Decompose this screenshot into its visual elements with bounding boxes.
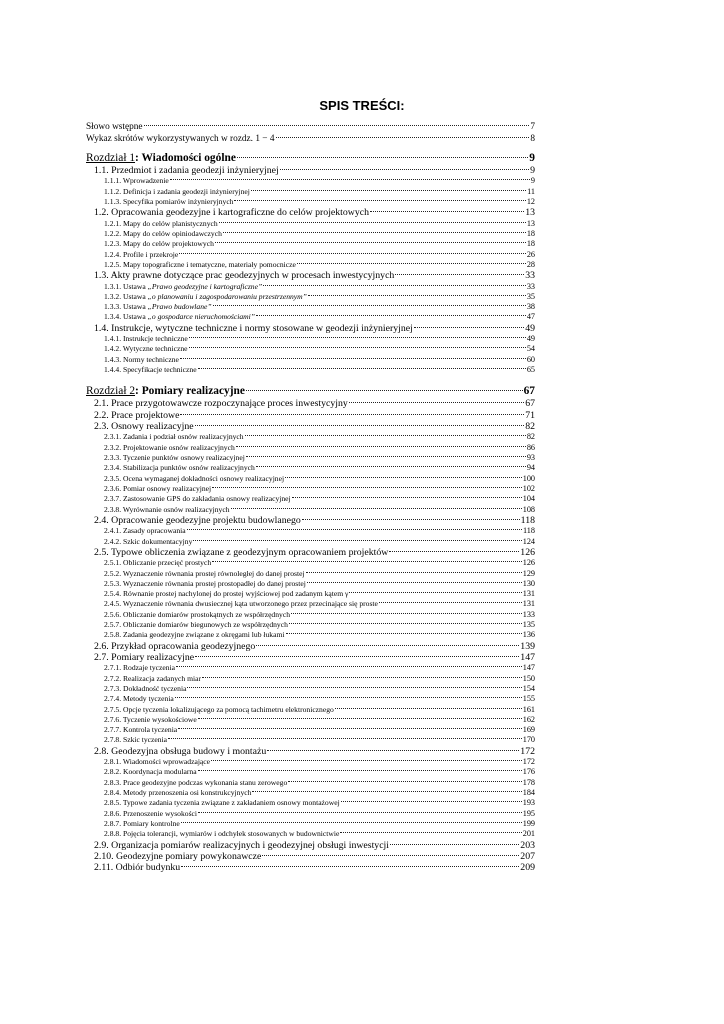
toc-entry	[86, 421, 535, 432]
dot-leader	[349, 402, 524, 403]
entry-text: 2.3.2. Projektowanie osnów realizacyjnych	[104, 442, 235, 452]
dot-leader	[212, 561, 522, 562]
entry-title-italic: „o gospodarce nieruchomościami”	[147, 312, 255, 322]
chapter-text	[86, 384, 245, 398]
page-number: 18	[526, 228, 535, 238]
page-number: 33	[526, 281, 535, 291]
entry-text: 2.5.7. Obliczanie domiarów biegunowych ze współrzędnych	[104, 620, 288, 630]
dot-leader	[236, 446, 526, 447]
entry-text: 1.2.3. Mapy do celów projektowych	[104, 239, 214, 249]
toc-entry	[86, 715, 535, 725]
entry-text: 2.5.1. Obliczanie przecięć prostych	[104, 558, 212, 568]
page-number: 13	[525, 207, 535, 219]
page-number: 161	[522, 704, 535, 714]
chapter-separator: :	[135, 385, 142, 398]
dot-leader	[187, 687, 521, 688]
page-number: 129	[522, 568, 535, 578]
page-number: 126	[520, 546, 535, 558]
page-number: 100	[522, 473, 535, 483]
chapter-heading	[86, 151, 535, 165]
entry-text: 2.7.4. Metody tyczenia	[104, 694, 174, 704]
page-number: 71	[525, 409, 535, 421]
toc-entry	[86, 819, 535, 829]
page-number: 178	[522, 777, 535, 787]
dot-leader	[280, 169, 529, 170]
entry-text: 2.8.1. Wiadomości wprowadzające	[104, 757, 211, 767]
entry-text: 2.3.3. Tyczenie punktów osnowy realizacyjnej	[104, 453, 245, 463]
dot-leader	[335, 708, 522, 709]
toc-entry	[86, 239, 535, 249]
entry-text: 2.8.2. Koordynacja modularna	[104, 767, 197, 777]
dot-leader	[198, 718, 522, 719]
toc-entry	[86, 122, 535, 134]
page-number: 209	[520, 862, 535, 874]
entry-text: 1.2. Opracowania geodezyjne i kartograficzne do celów projektowych	[94, 207, 370, 219]
toc-entry	[86, 484, 535, 494]
entry-text: 1.4.3. Normy techniczne	[104, 354, 179, 364]
page-number: 147	[522, 663, 535, 673]
entry-text: 2.8.5. Typowe zadania tyczenia związane z zakładaniem osnowy montażowej	[104, 798, 340, 808]
toc-entry	[86, 809, 535, 819]
page-number: 124	[522, 536, 535, 546]
entry-text: 2.8.3. Prace geodezyjne podczas wykonania stanu zerowego	[104, 777, 288, 787]
dot-leader	[286, 633, 522, 634]
entry-text: 2.3.5. Ocena wymaganej dokładności osnowy realizacyjnej	[104, 473, 285, 483]
page-number: 60	[526, 354, 535, 364]
toc-entry	[86, 432, 535, 442]
entry-text: 2.3.8. Wyrównanie osnów realizacyjnych	[104, 504, 230, 514]
entry-text: 2.4.5. Wyznaczenie równania dwusiecznej kąta utworzonego przez przecinające się proste	[104, 599, 378, 609]
toc-entry	[86, 302, 535, 312]
toc-entry	[86, 323, 535, 334]
dot-leader	[341, 801, 522, 802]
page-number: 147	[520, 652, 535, 663]
page-number: 65	[526, 365, 535, 375]
toc-entry	[86, 589, 535, 599]
entry-text: 2.7.8. Szkic tyczenia	[104, 735, 168, 745]
dot-leader	[251, 190, 526, 191]
toc-entry	[86, 798, 535, 808]
page-title: SPIS TREŚCI:	[319, 98, 405, 113]
page-number: 102	[522, 483, 535, 493]
toc-entry	[86, 767, 535, 777]
toc-entry	[86, 778, 535, 788]
toc-entry	[86, 250, 535, 260]
toc-entry	[86, 197, 535, 207]
entry-text: 1.1. Przedmiot i zadania geodezji inżynieryjnej	[94, 165, 279, 176]
entry-text: 2.8.4. Metody przenoszenia osi konstrukcyjnych	[104, 788, 252, 798]
page-number: 67	[525, 398, 535, 410]
toc-entry	[86, 558, 535, 568]
spacer	[86, 375, 535, 384]
entry-title-italic: „o planowaniu i zagospodarowaniu przestrzennym”	[147, 291, 307, 301]
entry-text: 2.9. Organizacja pomiarów realizacyjnych i geodezyjnej obsługi inwestycji	[94, 839, 389, 851]
page-number: 49	[525, 322, 535, 334]
dot-leader	[198, 770, 522, 771]
dot-leader	[212, 487, 522, 488]
dot-leader	[213, 305, 526, 306]
page-number: 136	[522, 630, 535, 640]
toc-entry	[86, 282, 535, 292]
page-number: 86	[526, 442, 535, 452]
dot-leader	[370, 211, 524, 212]
toc-entry	[86, 851, 535, 862]
entry-text: 1.4.2. Wytyczne techniczne	[104, 344, 188, 354]
entry-text: 2.5.4. Równanie prostej nachylonej do prostej wyjściowej pod zadanym kątem γ	[104, 589, 349, 599]
dot-leader	[144, 125, 530, 126]
toc-entry	[86, 829, 535, 839]
dot-leader	[308, 295, 526, 296]
dot-leader	[223, 232, 526, 233]
entry-text: 1.1.1. Wprowadzenie	[104, 176, 169, 186]
entry-text: 2.5. Typowe obliczenia związane z geodezyjnym opracowaniem projektów	[94, 546, 389, 558]
dot-leader	[292, 497, 522, 498]
dot-leader	[187, 529, 522, 530]
toc-entry	[86, 735, 535, 745]
chapter-label: Rozdział 1	[86, 152, 136, 164]
dot-leader	[285, 477, 522, 478]
entry-text: 2.4.2. Szkic dokumentacyjny	[104, 536, 193, 546]
entry-text: 1.2.2. Mapy do celów opiniodawczych	[104, 228, 222, 238]
page-number: 9	[529, 152, 535, 164]
toc-entry	[86, 840, 535, 851]
entry-text: 2.11. Odbiór budynku	[94, 862, 181, 874]
toc-entry	[86, 355, 535, 365]
toc-entry	[86, 334, 535, 344]
entry-text: 1.3.4. Ustawa „o gospodarce nieruchomościami”	[104, 312, 255, 322]
entry-text: 1.1.3. Specyfika pomiarów inżynieryjnych	[104, 196, 234, 206]
toc-entry	[86, 270, 535, 281]
dot-leader	[176, 666, 522, 667]
page-number: 82	[525, 421, 535, 433]
dot-leader	[276, 137, 530, 138]
entry-text: 2.6. Przykład opracowania geodezyjnego	[94, 640, 256, 652]
page-number: 11	[527, 186, 535, 196]
toc-entry	[86, 292, 535, 302]
toc-entry	[86, 134, 535, 146]
page-number: 201	[522, 829, 535, 839]
toc-entry	[86, 684, 535, 694]
page-number: 193	[522, 798, 535, 808]
entry-text: 1.4.4. Specyfikacje techniczne	[104, 365, 197, 375]
dot-leader	[231, 508, 522, 509]
toc-entry	[86, 526, 535, 536]
page-number: 169	[522, 725, 535, 735]
dot-leader	[389, 551, 519, 552]
entry-text: 2.3.1. Zadania i podział osnów realizacyjnych	[104, 432, 244, 442]
entry-text: 2.5.2. Wyznaczenie równania prostej równoległej do danej prostej	[104, 568, 305, 578]
dot-leader	[181, 866, 519, 867]
entry-text: 2.7.3. Dokładność tyczenia	[104, 683, 187, 693]
entry-text: Słowo wstępne	[86, 122, 143, 132]
toc-entry	[86, 176, 535, 186]
page-number: 7	[530, 122, 535, 132]
dot-leader	[211, 760, 522, 761]
dot-leader	[291, 613, 522, 614]
entry-text: 2.8.7. Pomiary kontrolne	[104, 818, 180, 828]
entry-text: 2.7.2. Realizacja zadanych miar	[104, 673, 201, 683]
page-number: 28	[526, 259, 535, 269]
dot-leader	[202, 677, 522, 678]
page-number: 33	[525, 270, 535, 282]
toc-entry	[86, 443, 535, 453]
toc-entry	[86, 862, 535, 873]
entry-text: 2.1. Prace przygotowawcze rozpoczynające proces inwestycyjny	[94, 398, 348, 410]
dot-leader	[246, 456, 526, 457]
page-number: 139	[520, 640, 535, 652]
dot-leader	[168, 738, 522, 739]
page-number: 172	[522, 757, 535, 767]
dot-leader	[245, 435, 526, 436]
page-number: 131	[522, 589, 535, 599]
page-number: 82	[526, 432, 535, 442]
dot-leader	[178, 728, 522, 729]
dot-leader	[189, 337, 526, 338]
dot-leader	[306, 572, 522, 573]
page-number: 54	[526, 344, 535, 354]
dot-leader	[262, 855, 519, 856]
entry-text: 2.8.8. Pojęcia tolerancji, wymiarów i odchyłek stosowanych w budownictwie	[104, 829, 340, 839]
chapter-separator: :	[135, 152, 142, 164]
entry-text: 2.5.8. Zadania geodezyjne związane z okręgami lub łukami	[104, 630, 285, 640]
page-number: 104	[522, 494, 535, 504]
entry-text: 2.4.1. Zasady opracowania	[104, 526, 186, 536]
entry-text: 1.2.1. Mapy do celów planistycznych	[104, 218, 218, 228]
toc-entry	[86, 453, 535, 463]
page-number: 155	[522, 694, 535, 704]
toc-entry	[86, 652, 535, 663]
page-number: 118	[520, 514, 535, 526]
dot-leader	[256, 645, 519, 646]
dot-leader	[246, 390, 523, 391]
toc-entry	[86, 312, 535, 322]
chapter-name: Pomiary realizacyjne	[141, 385, 245, 398]
entry-text: 2.5.3. Wyznaczenie równania prostej prostopadłej do danej prostej	[104, 578, 306, 588]
page-number: 108	[522, 504, 535, 514]
page-number: 195	[522, 808, 535, 818]
toc-entry	[86, 746, 535, 757]
dot-leader	[390, 844, 519, 845]
entry-text: 2.10. Geodezyjne pomiary powykonawcze	[94, 850, 262, 862]
dot-leader	[252, 791, 521, 792]
entry-text: 1.2.4. Profile i przekroje	[104, 249, 179, 259]
entry-text: Wykaz skrótów wykorzystywanych w rozdz. 1 − 4	[86, 133, 275, 144]
table-of-contents	[86, 122, 535, 874]
page-number: 184	[522, 788, 535, 798]
page-number: 126	[522, 558, 535, 568]
page-number: 131	[522, 599, 535, 609]
entry-text: 2.5.6. Obliczanie domiarów prostokątnych ze współrzędnych	[104, 609, 290, 619]
dot-leader	[189, 347, 526, 348]
page-number: 35	[526, 291, 535, 301]
dot-leader	[267, 750, 519, 751]
dot-leader	[175, 697, 522, 698]
entry-text: 2.3. Osnowy realizacyjne	[94, 421, 194, 433]
toc-entry	[86, 229, 535, 239]
page-number: 118	[523, 526, 535, 536]
toc-entry	[86, 579, 535, 589]
entry-text: 2.7.6. Tyczenie wysokościowe	[104, 714, 197, 724]
entry-text: 1.4. Instrukcje, wytyczne techniczne i normy stosowane w geodezji inżynieryjnej	[94, 322, 413, 334]
entry-text: 2.7.1. Rodzaje tyczenia	[104, 663, 176, 673]
dot-leader	[215, 242, 526, 243]
dot-leader	[198, 368, 526, 369]
page-number: 13	[526, 218, 535, 228]
chapter-text	[86, 151, 236, 165]
toc-entry	[86, 365, 535, 375]
toc-entry	[86, 547, 535, 558]
entry-text: 1.3. Akty prawne dotyczące prac geodezyjnych w procesach inwestycyjnych	[94, 270, 395, 282]
page-number: 38	[526, 302, 535, 312]
page-number: 154	[522, 683, 535, 693]
toc-entry	[86, 344, 535, 354]
dot-leader	[256, 315, 526, 316]
page-number: 176	[522, 767, 535, 777]
page-number: 135	[522, 620, 535, 630]
chapter-label: Rozdział 2	[86, 385, 136, 398]
toc-entry	[86, 494, 535, 504]
page-number: 12	[526, 196, 535, 206]
page-number: 18	[526, 239, 535, 249]
toc-entry	[86, 537, 535, 547]
dot-leader	[180, 358, 526, 359]
dot-leader	[263, 285, 526, 286]
dot-leader	[234, 200, 525, 201]
toc-entry	[86, 620, 535, 630]
entry-text: 1.3.1. Ustawa „Prawo geodezyjne i kartograficzne”	[104, 281, 263, 291]
dot-leader	[379, 602, 522, 603]
page-number: 162	[522, 714, 535, 724]
toc-entry	[86, 694, 535, 704]
toc-entry	[86, 474, 535, 484]
dot-leader	[181, 822, 522, 823]
dot-leader	[302, 519, 520, 520]
dot-leader	[195, 656, 519, 657]
entry-text: 2.8. Geodezyjna obsługa budowy i montażu	[94, 745, 267, 757]
page-number: 199	[522, 818, 535, 828]
toc-entry	[86, 788, 535, 798]
toc-entry	[86, 569, 535, 579]
entry-text: 2.3.6. Pomiar osnowy realizacyjnej	[104, 483, 212, 493]
page-number: 130	[522, 578, 535, 588]
entry-text: 2.4. Opracowanie geodezyjne projektu budowlanego	[94, 514, 301, 526]
page-number: 47	[526, 312, 535, 322]
toc-entry	[86, 705, 535, 715]
toc-entry	[86, 505, 535, 515]
entry-title-italic: „Prawo budowlane”	[147, 302, 212, 312]
dot-leader	[297, 263, 526, 264]
entry-text: 1.1.2. Definicja i zadania geodezji inżynieryjnej	[104, 186, 250, 196]
entry-text: 1.3.3. Ustawa „Prawo budowlane”	[104, 302, 212, 312]
dot-leader	[237, 157, 528, 158]
entry-text: 2.2. Prace projektowe	[94, 409, 180, 421]
entry-text: 2.7. Pomiary realizacyjne	[94, 652, 195, 663]
chapter-name: Wiadomości ogólne	[141, 152, 236, 164]
dot-leader	[395, 274, 524, 275]
page-number: 133	[522, 609, 535, 619]
toc-entry	[86, 757, 535, 767]
entry-text: 1.3.2. Ustawa „o planowaniu i zagospodarowaniu przestrzennym”	[104, 291, 307, 301]
toc-entry	[86, 515, 535, 526]
dot-leader	[170, 179, 530, 180]
dot-leader	[307, 582, 522, 583]
toc-entry	[86, 398, 535, 409]
page-number: 93	[526, 453, 535, 463]
dot-leader	[288, 781, 521, 782]
dot-leader	[193, 540, 521, 541]
chapter-heading	[86, 384, 535, 398]
page-number: 9	[530, 165, 535, 176]
toc-entry	[86, 599, 535, 609]
page-number: 67	[523, 385, 535, 398]
toc-entry	[86, 207, 535, 218]
page-number: 170	[522, 735, 535, 745]
page-number: 49	[526, 334, 535, 344]
dot-leader	[340, 832, 521, 833]
toc-entry	[86, 260, 535, 270]
toc-entry	[86, 187, 535, 197]
page-number: 172	[520, 745, 535, 757]
toc-entry	[86, 630, 535, 640]
toc-entry	[86, 219, 535, 229]
entry-text: 2.7.5. Opcje tyczenia lokalizującego za pomocą tachimetru elektronicznego	[104, 704, 334, 714]
toc-entry	[86, 674, 535, 684]
entry-text: 2.8.6. Przenoszenie wysokości	[104, 808, 198, 818]
dot-leader	[195, 425, 525, 426]
page-number: 94	[526, 463, 535, 473]
toc-entry	[86, 663, 535, 673]
entry-text: 1.4.1. Instrukcje techniczne	[104, 334, 188, 344]
toc-entry	[86, 463, 535, 473]
entry-text: 2.7.7. Kontrola tyczenia	[104, 725, 178, 735]
toc-entry	[86, 610, 535, 620]
page-number: 203	[520, 839, 535, 851]
dot-leader	[289, 623, 522, 624]
toc-entry	[86, 410, 535, 421]
entry-text: 2.3.7. Zastosowanie GPS do zakładania osnowy realizacyjnej	[104, 494, 291, 504]
toc-entry	[86, 725, 535, 735]
dot-leader	[198, 812, 522, 813]
entry-text: 2.3.4. Stabilizacja punktów osnów realizacyjnych	[104, 463, 255, 473]
page-number: 150	[522, 673, 535, 683]
dot-leader	[349, 592, 521, 593]
dot-leader	[180, 414, 524, 415]
page-number: 207	[520, 850, 535, 862]
dot-leader	[219, 222, 526, 223]
entry-title-italic: „Prawo geodezyjne i kartograficzne”	[147, 281, 263, 291]
toc-entry	[86, 165, 535, 176]
page-number: 8	[530, 133, 535, 144]
entry-text: 1.2.5. Mapy topograficzne i tematyczne, materiały pomocnicze	[104, 259, 296, 269]
toc-entry	[86, 641, 535, 652]
dot-leader	[256, 466, 526, 467]
dot-leader	[179, 253, 526, 254]
dot-leader	[414, 327, 524, 328]
page-number: 26	[526, 249, 535, 259]
page-number: 9	[530, 176, 535, 186]
